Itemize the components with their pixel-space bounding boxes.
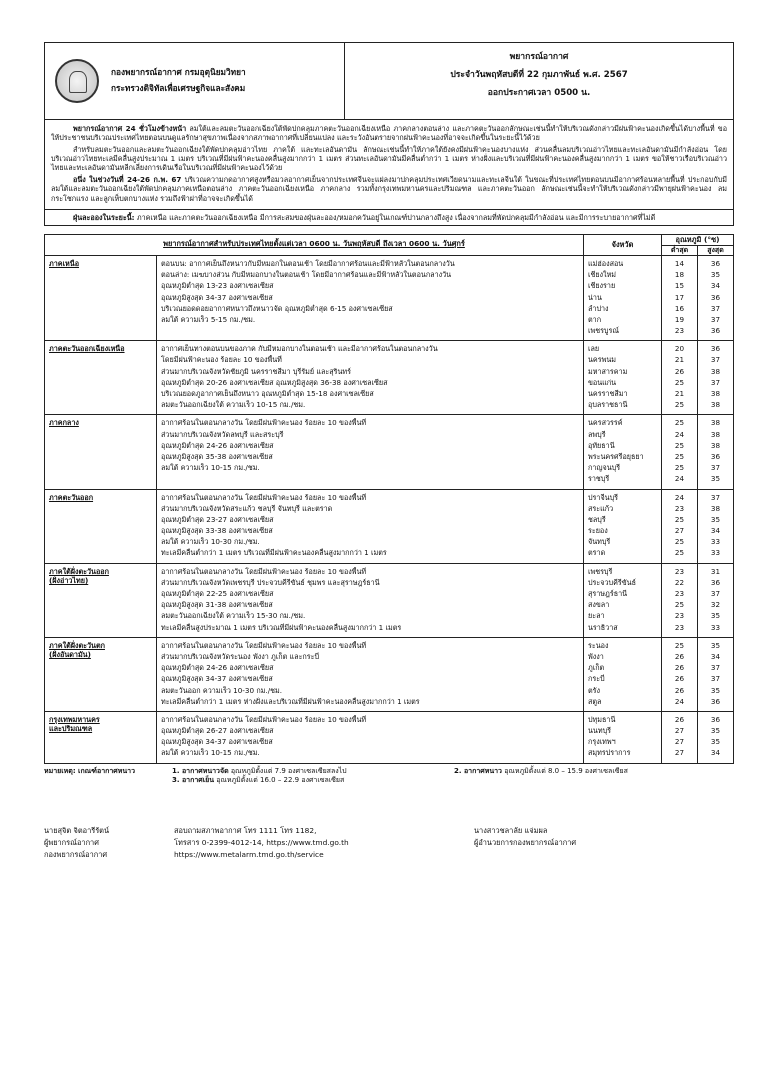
min-temp-cell: 25 [674,514,685,524]
max-temp-cell: 38 [710,389,721,399]
forecast-line: ทะเลมีคลื่นต่ำกว่า 1 เมตร ห่างฝั่งและบริเวณที่มีฝนฟ้าคะนองคลื่นสูงมากกว่า 1 เมตร [161,696,420,706]
forecast-text-3: บริเวณความกดอากาศสูงหรือมวลอากาศเย็นจากประเทศจีนจะแผ่ลงมาปกคลุมประเทศเวียดนามและทะเลจีนใต้ ในขณะที่ประเทศไทยตอนบนมีอากาศร้อนหลายพื้นที่ ประกอบกับมีลมใต้และลมตะวันออกเฉียงใต้พัดปกคลุมภาคเหนือตอนล่าง ภาคตะวันออกเฉียงเหนือ ภาคกลาง รวมทั้งกรุงเทพมหานครและปริมณฑล และภาคตะวันออก ลักษณะเช่นนี้จะทำให้บริเวณดังกล่าวมีพายุฝนฟ้าคะนอง ลมกระโชกแรง และลูกเห็บตกบางแห่ง รวมถึงฟ้าผ่าที่อาจจะเกิดขึ้นได้ [51,174,727,203]
min-temp-cell: 25 [674,548,685,558]
region-name [45,711,157,763]
min-temp-header: ต่ำสุด [662,245,698,255]
forecaster-role: ผู้พยากรณ์อากาศ [44,838,99,848]
note-2 [454,767,628,776]
forecast-paragraph-2: สำหรับลมตะวันออกและลมตะวันออกเฉียงใต้พัดปกคลุมอ่าวไทย ภาคใต้ และทะเลอันดามัน ลักษณะเช่นนี้ทำให้ภาคใต้ยังคงมีฝนฟ้าคะนองบางแห่ง ส่วนคลื่นลมบริเวณอ่าวไทยและทะเลอันดามันมีกำลังอ่อน โดยบริเวณอ่าวไทยทะเลมีคลื่นสูงประมาณ 1 เมตร บริเวณที่มีฝนฟ้าคะนองคลื่นสูงมากกว่า 1 เมตร ส่วนทะเลอันดามันมีคลื่นต่ำกว่า 1 เมตร ห่างฝั่งและบริเวณที่มีฝนฟ้าคะนองคลื่นสูงมากกว่า 1 เมตร ขอให้ชาวเรือบริเวณอ่าวไทยและทะเลอันดามันหลีกเลี่ยงการเดินเรือในบริเวณที่มีฝนฟ้าคะนองไว้ด้วย [51,144,727,173]
region-title: ภาคกลาง [49,418,79,428]
region-forecast [157,255,584,340]
min-temp-cell: 25 [674,640,685,650]
province-list-cell: จันทบุรี [588,537,611,547]
max-temp-cell: 38 [710,503,721,513]
province-list [584,563,662,637]
province-list-cell: ตรัง [588,685,601,695]
region-forecast [157,415,584,489]
max-temp-cell: 35 [710,685,721,695]
max-temp-cell: 36 [710,258,721,268]
min-temp-cell: 23 [674,503,685,513]
org-line-2: กระทรวงดิจิทัลเพื่อเศรษฐกิจและสังคม [111,83,246,93]
forecast-paragraph-1 [51,124,727,143]
forecast-lead: พยากรณ์อากาศ 24 ชั่วโมงข้างหน้า [73,124,187,133]
province-list-cell: ระยอง [588,526,608,536]
forecast-line: อากาศร้อนในตอนกลางวัน โดยมีฝนฟ้าคะนอง ร้อยละ 10 ของพื้นที่ [161,418,367,428]
max-temp-cell: 36 [710,326,721,336]
max-temp-header: สูงสุด [698,245,734,255]
max-temp-cell: 35 [710,737,721,747]
max-temp-cell: 33 [710,622,721,632]
province-list-cell: เลย [588,344,600,354]
region-row [45,637,734,711]
max-temp-cell: 36 [710,577,721,587]
note-3-lead: 3. อากาศเย็น [172,775,214,784]
forecast-line: ตอนล่าง: เมฆบางส่วน กับมีหมอกบางในตอนเช้า โดยมีอากาศร้อนและมีฟ้าหลัวในตอนกลางวัน [161,270,452,280]
province-list-cell: ภูเก็ต [588,663,605,673]
min-temp-cell: 21 [674,389,685,399]
min-temp-cell: 24 [674,429,685,439]
notes-row-2 [44,776,734,785]
min-temp-cell: 25 [674,440,685,450]
forecast-paragraph-3 [51,175,727,203]
min-temp-cell: 24 [674,474,685,484]
forecast-line: อุณหภูมิสูงสุด 33-38 องศาเซลเซียส [161,526,273,536]
notes-section [44,767,734,785]
province-list-cell: อุบลราชธานี [588,400,628,410]
forecast-line: ส่วนมากบริเวณจังหวัดชัยภูมิ นครราชสีมา บุรีรัมย์ และสุรินทร์ [161,366,352,376]
region-row [45,489,734,563]
min-temp [662,255,698,340]
forecast-summary [44,120,734,210]
max-temp-cell: 34 [710,526,721,536]
province-list-cell: เพชรบูรณ์ [588,326,620,336]
province-list-cell: กระบี่ [588,674,605,684]
min-temp-cell: 26 [674,714,685,724]
max-temp-cell: 37 [710,463,721,473]
forecast-line: อุณหภูมิต่ำสุด 23-27 องศาเซลเซียส [161,514,274,524]
forecast-line: ลมตะวันออกเฉียงใต้ ความเร็ว 15-30 กม./ชม. [161,611,306,621]
max-temp-cell: 32 [710,600,721,610]
province-list-cell: สุราษฎร์ธานี [588,589,628,599]
min-temp-cell: 24 [674,492,685,502]
region-title: ภาคใต้ฝั่งตะวันตก [49,640,105,650]
min-temp-cell: 25 [674,418,685,428]
forecast-line: บริเวณยอดภูอากาศเย็นถึงหนาว อุณหภูมิต่ำสุด 15-18 องศาเซลเซียส [161,389,374,399]
dust-text: ภาคเหนือ และภาคตะวันออกเฉียงเหนือ มีการสะสมของฝุ่นละออง/หมอกควันอยู่ในเกณฑ์ปานกลางถึงสูง เนื่องจากลมที่พัดปกคลุมมีกำลังอ่อน และมีการระบายอากาศที่ไม่ดี [134,212,656,222]
province-list-cell: ขอนแก่น [588,377,617,387]
forecast-line: ตอนบน: อากาศเย็นถึงหนาวกับมีหมอกในตอนเช้า โดยมีอากาศร้อนและมีฟ้าหลัวในตอนกลางวัน [161,258,455,268]
province-list-cell: กาญจนบุรี [588,463,621,473]
min-temp-cell: 16 [674,303,685,313]
province-list-cell: ราชบุรี [588,474,610,484]
dust-lead: ฝุ่นละอองในระยะนี้: [73,212,135,222]
forecast-line: อากาศร้อนในตอนกลางวัน โดยมีฝนฟ้าคะนอง ร้อยละ 10 ของพื้นที่ [161,566,367,576]
director-signature [474,825,734,862]
min-temp [662,341,698,415]
forecast-line: ส่วนมากบริเวณจังหวัดสระแก้ว ชลบุรี จันทบุรี และตราด [161,503,333,513]
max-temp-cell: 38 [710,400,721,410]
max-temp-cell: 36 [710,714,721,724]
province-list [584,415,662,489]
contact-phone: สอบถามสภาพอากาศ โทร 1111 โทร 1182, [174,825,317,835]
forecast-line: อากาศร้อนในตอนกลางวัน โดยมีฝนฟ้าคะนอง ร้อยละ 10 ของพื้นที่ [161,714,367,724]
province-list [584,637,662,711]
min-temp-cell: 21 [674,355,685,365]
province-list-cell: ปทุมธานี [588,714,616,724]
max-temp-cell: 36 [710,344,721,354]
max-temp-cell: 33 [710,548,721,558]
province-list-cell: นราธิวาส [588,622,618,632]
metalarm-link[interactable]: https://www.metalarm.tmd.go.th/service [174,850,324,860]
region-name [45,255,157,340]
min-temp [662,415,698,489]
max-temp-cell: 35 [710,270,721,280]
min-temp-cell: 26 [674,366,685,376]
province-list-cell: พระนครศรีอยุธยา [588,451,644,461]
region-forecast [157,637,584,711]
min-temp [662,711,698,763]
province-list-cell: เพชรบุรี [588,566,613,576]
forecaster-name: นายสุจิต จิตอารีรัตน์ [44,825,110,835]
province-list-cell: สมุทรปราการ [588,748,631,758]
department-seal-logo [55,59,99,103]
province-list-cell: นครราชสีมา [588,389,628,399]
forecast-line: อุณหภูมิสูงสุด 31-38 องศาเซลเซียส [161,600,273,610]
max-temp-cell: 37 [710,355,721,365]
province-list-cell: น่าน [588,292,602,302]
province-list-cell: พังงา [588,651,604,661]
forecast-document [44,42,734,861]
max-temp-cell: 35 [710,514,721,524]
province-list-cell: สตูล [588,696,602,706]
region-subtitle: และปริมณฑล [49,724,93,734]
forecast-line: ส่วนมากบริเวณจังหวัดลพบุรี และสระบุรี [161,429,284,439]
document-date: ประจำวันพฤหัสบดีที่ 22 กุมภาพันธ์ พ.ศ. 2567 [450,70,628,81]
forecast-line: ลมใต้ ความเร็ว 10-15 กม./ชม. [161,748,260,758]
min-temp-cell: 18 [674,270,685,280]
document-header [44,42,734,120]
min-temp-cell: 25 [674,400,685,410]
province-list-cell: ชลบุรี [588,514,606,524]
region-title: ภาคตะวันออก [49,492,94,502]
forecast-line: ลมตะวันออก ความเร็ว 10-30 กม./ชม. [161,685,283,695]
forecast-line: อุณหภูมิสูงสุด 34-37 องศาเซลเซียส [161,292,273,302]
max-temp-cell: 34 [710,748,721,758]
region-row [45,711,734,763]
province-list-cell: ตราด [588,548,606,558]
director-role: ผู้อำนวยการกองพยากรณ์อากาศ [474,838,577,848]
forecast-line: โดยมีฝนฟ้าคะนอง ร้อยละ 10 ของพื้นที่ [161,355,282,365]
min-temp-cell: 23 [674,566,685,576]
region-name [45,563,157,637]
forecast-line: บริเวณยอดดอยอากาศหนาวถึงหนาวจัด อุณหภูมิต่ำสุด 6-15 องศาเซลเซียส [161,303,393,313]
notes-row-1 [44,767,734,776]
max-temp-cell: 35 [710,640,721,650]
min-temp-cell: 17 [674,292,685,302]
note-3 [172,776,344,785]
forecast-line: อากาศร้อนในตอนกลางวัน โดยมีฝนฟ้าคะนอง ร้อยละ 10 ของพื้นที่ [161,492,367,502]
max-temp [698,341,734,415]
min-temp-cell: 24 [674,696,685,706]
max-temp [698,637,734,711]
region-row [45,415,734,489]
max-temp-cell: 38 [710,418,721,428]
forecast-line: อุณหภูมิต่ำสุด 24-26 องศาเซลเซียส [161,440,274,450]
max-temp-cell: 37 [710,314,721,324]
max-temp [698,255,734,340]
min-temp-cell: 19 [674,314,685,324]
advisory-lead: อนึ่ง ในช่วงวันที่ 24-26 ก.พ. 67 [73,174,182,184]
min-temp-cell: 25 [674,600,685,610]
forecaster-signature [44,825,174,862]
min-temp-cell: 27 [674,526,685,536]
province-list-cell: เชียงใหม่ [588,270,617,280]
min-temp-cell: 27 [674,726,685,736]
region-title: ภาคใต้ฝั่งตะวันออก [49,566,109,576]
max-temp-cell: 31 [710,566,721,576]
director-name: นางสาวชลาลัย แจ่มผล [474,825,548,835]
region-name [45,341,157,415]
max-temp-cell: 37 [710,589,721,599]
max-temp-cell: 35 [710,611,721,621]
province-list-cell: สงขลา [588,600,610,610]
min-temp-cell: 15 [674,281,685,291]
province-list [584,711,662,763]
max-temp-cell: 36 [710,292,721,302]
forecast-line: อุณหภูมิสูงสุด 34-37 องศาเซลเซียส [161,674,273,684]
forecaster-division: กองพยากรณ์อากาศ [44,850,108,860]
forecast-line: อากาศเย็นทางตอนบนของภาค กับมีหมอกบางในตอนเช้า และมีอากาศร้อนในตอนกลางวัน [161,344,438,354]
min-temp-cell: 14 [674,258,685,268]
province-list-cell: ปราจีนบุรี [588,492,619,502]
forecast-line: อากาศร้อนในตอนกลางวัน โดยมีฝนฟ้าคะนอง ร้อยละ 10 ของพื้นที่ [161,640,367,650]
forecast-line: ส่วนมากบริเวณจังหวัดเพชรบุรี ประจวบคีรีขันธ์ ชุมพร และสุราษฎร์ธานี [161,577,380,587]
province-list-cell: ประจวบคีรีขันธ์ [588,577,636,587]
min-temp-cell: 26 [674,674,685,684]
regional-forecast-table [44,234,734,763]
max-temp-cell: 34 [710,651,721,661]
note-2-text: อุณหภูมิตั้งแต่ 8.0 – 15.9 องศาเซลเซียส [501,766,628,775]
region-name [45,489,157,563]
region-subtitle: (ฝั่งอันดามัน) [49,650,91,660]
province-list-cell: อุทัยธานี [588,440,615,450]
province-list-cell: เชียงราย [588,281,616,291]
min-temp-cell: 26 [674,663,685,673]
province-list-cell: กรุงเทพฯ [588,737,616,747]
max-temp-cell: 38 [710,440,721,450]
min-temp-cell: 23 [674,611,685,621]
max-temp-cell: 35 [710,474,721,484]
forecast-line: ส่วนมากบริเวณจังหวัดระนอง พังงา ภูเก็ต และกระบี่ [161,651,320,661]
min-temp [662,563,698,637]
region-name [45,637,157,711]
issue-time: ออกประกาศเวลา 0500 น. [487,88,591,99]
forecast-line: อุณหภูมิต่ำสุด 20-26 องศาเซลเซียส อุณหภูมิสูงสุด 36-38 องศาเซลเซียส [161,377,388,387]
province-list-cell: ตาก [588,314,602,324]
min-temp [662,489,698,563]
max-temp-cell: 35 [710,726,721,736]
min-temp-cell: 25 [674,537,685,547]
max-temp [698,415,734,489]
table-title: พยากรณ์อากาศสำหรับประเทศไทยตั้งแต่เวลา 0600 น. วันพฤหัสบดี ถึงเวลา 0600 น. วันศุกร์ [45,235,584,256]
max-temp [698,489,734,563]
province-list [584,255,662,340]
note-1-lead: 1. อากาศหนาวจัด [172,766,229,775]
max-temp-cell: 36 [710,451,721,461]
min-temp-cell: 23 [674,622,685,632]
min-temp-cell: 22 [674,577,685,587]
max-temp-cell: 34 [710,281,721,291]
max-temp [698,711,734,763]
note-3-text: อุณหภูมิตั้งแต่ 16.0 – 22.9 องศาเซลเซียส [214,775,345,784]
province-list-cell: นนทบุรี [588,726,611,736]
max-temp-cell: 37 [710,663,721,673]
note-1-text: อุณหภูมิตั้งแต่ 7.9 องศาเซลเซียสลงไป [228,766,347,775]
min-temp-cell: 25 [674,377,685,387]
notes-label: หมายเหตุ: เกณฑ์อากาศหนาว [44,766,135,775]
min-temp-cell: 25 [674,463,685,473]
dust-section [44,210,734,226]
forecast-line: อุณหภูมิสูงสุด 35-38 องศาเซลเซียส [161,451,273,461]
max-temp-cell: 33 [710,537,721,547]
forecast-line: ทะเลมีคลื่นสูงประมาณ 1 เมตร บริเวณที่มีฝนฟ้าคะนองคลื่นสูงมากกว่า 1 เมตร [161,622,402,632]
province-list-cell: ยะลา [588,611,605,621]
min-temp-cell: 26 [674,651,685,661]
forecast-text-1: ลมใต้และลมตะวันออกเฉียงใต้พัดปกคลุมภาคตะวันออกเฉียงเหนือ ภาคกลางตอนล่าง และภาคตะวันออกลักษณะเช่นนี้ทำให้บริเวณดังกล่าวมีฝนฟ้าคะนองเกิดขึ้นได้บางพื้นที่ ขอให้ประชาชนบริเวณประเทศไทยตอนบนดูแลรักษาสุขภาพเนื่องจากสภาพอากาศที่เปลี่ยนแปลง และระวังอันตรายจากฝนฟ้าคะนองที่อาจจะเกิดขึ้นในระยะนี้ไว้ด้วย [51,124,728,143]
org-line-1: กองพยากรณ์อากาศ กรมอุตุนิยมวิทยา [111,67,246,78]
forecast-line: อุณหภูมิต่ำสุด 24-26 องศาเซลเซียส [161,663,274,673]
province-list-cell: ลำปาง [588,303,609,313]
region-row [45,563,734,637]
forecast-line: อุณหภูมิต่ำสุด 22-25 องศาเซลเซียส [161,589,274,599]
forecast-line: ลมใต้ ความเร็ว 10-15 กม./ชม. [161,463,260,473]
province-list-cell: นครสวรรค์ [588,418,623,428]
province-list-cell: แม่ฮ่องสอน [588,258,624,268]
province-list [584,489,662,563]
forecast-line: อุณหภูมิต่ำสุด 26-27 องศาเซลเซียส [161,726,274,736]
document-footer [44,825,734,862]
max-temp-cell: 37 [710,377,721,387]
region-forecast [157,711,584,763]
note-2-lead: 2. อากาศหนาว [454,766,502,775]
province-list-cell: มหาสารคาม [588,366,628,376]
province-list-cell: ลพบุรี [588,429,606,439]
region-name [45,415,157,489]
max-temp-cell: 38 [710,366,721,376]
min-temp-cell: 23 [674,326,685,336]
province-list [584,341,662,415]
province-list-cell: นครพนม [588,355,616,365]
header-title-block [345,43,733,119]
max-temp-cell: 37 [710,492,721,502]
min-temp-cell: 27 [674,737,685,747]
region-subtitle: (ฝั่งอ่าวไทย) [49,576,89,585]
max-temp-cell: 38 [710,429,721,439]
forecast-line: ลมตะวันออกเฉียงใต้ ความเร็ว 10-15 กม./ชม. [161,400,306,410]
forecast-line: อุณหภูมิสูงสุด 34-37 องศาเซลเซียส [161,737,273,747]
region-row [45,341,734,415]
min-temp-cell: 25 [674,451,685,461]
temperature-column-header: อุณหภูมิ (°ซ) [662,235,734,246]
contact-info [174,825,474,862]
region-rows [45,255,734,763]
region-forecast [157,489,584,563]
min-temp [662,637,698,711]
region-forecast [157,341,584,415]
max-temp-cell: 36 [710,696,721,706]
max-temp [698,563,734,637]
province-column-header: จังหวัด [584,235,662,256]
min-temp-cell: 23 [674,589,685,599]
org-names [111,65,246,97]
province-list-cell: สระแก้ว [588,503,614,513]
region-forecast [157,563,584,637]
region-title: ภาคตะวันออกเฉียงเหนือ [49,344,125,354]
forecast-line: ทะเลมีคลื่นต่ำกว่า 1 เมตร บริเวณที่มีฝนฟ้าคะนองคลื่นสูงมากกว่า 1 เมตร [161,548,387,558]
forecast-line: อุณหภูมิต่ำสุด 13-23 องศาเซลเซียส [161,281,274,291]
max-temp-cell: 37 [710,674,721,684]
forecast-line: ลมใต้ ความเร็ว 10-30 กม./ชม. [161,537,260,547]
min-temp-cell: 26 [674,685,685,695]
region-row [45,255,734,340]
forecast-line: ลมใต้ ความเร็ว 5-15 กม./ชม. [161,314,256,324]
header-org-block [45,43,345,119]
contact-fax-website[interactable]: โทรสาร 0-2399-4012-14, https://www.tmd.go.th [174,838,349,848]
min-temp-cell: 20 [674,344,685,354]
min-temp-cell: 27 [674,748,685,758]
region-title: กรุงเทพมหานคร [49,714,100,724]
note-1 [172,767,454,776]
max-temp-cell: 37 [710,303,721,313]
province-list-cell: ระนอง [588,640,609,650]
document-title: พยากรณ์อากาศ [509,52,569,62]
region-title: ภาคเหนือ [49,258,80,268]
